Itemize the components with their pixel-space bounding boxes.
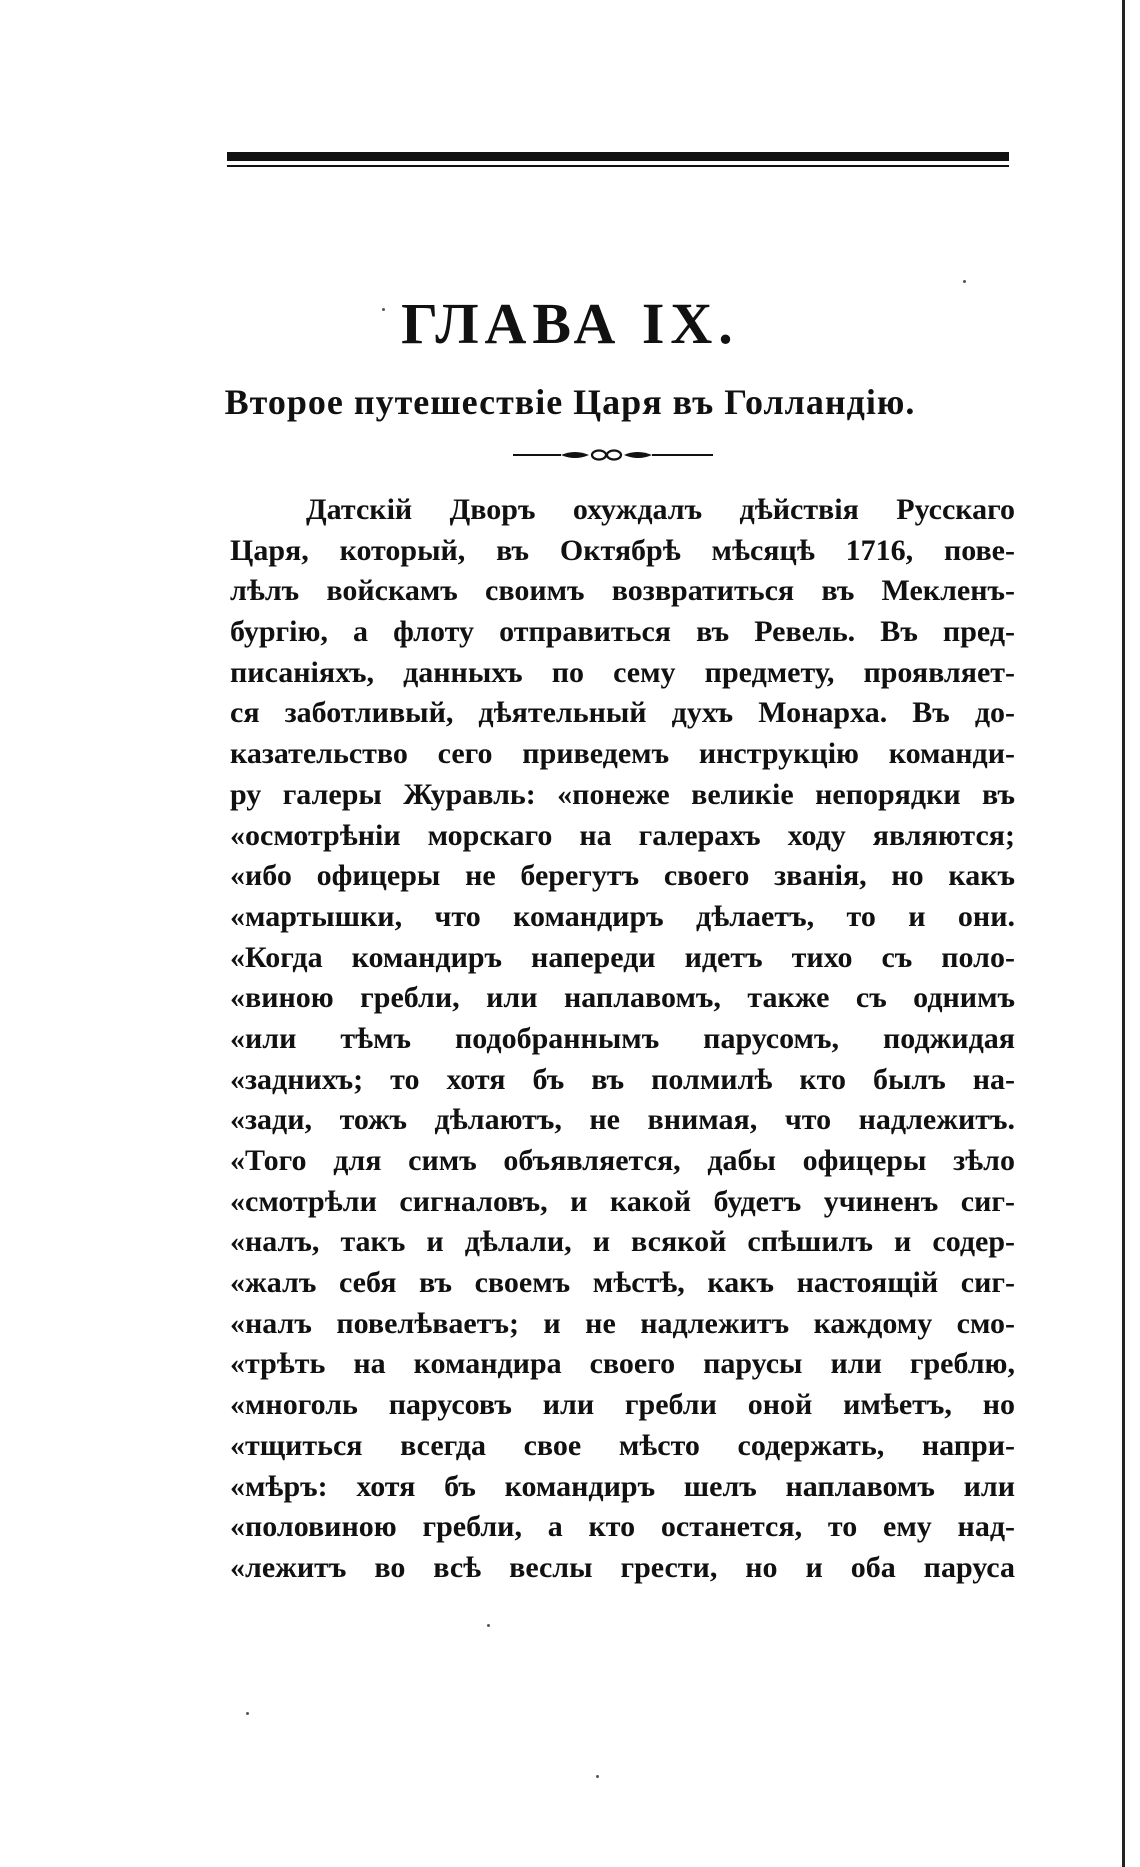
body-line: «зади, тожъ дѣлаютъ, не внимая, что надлежитъ. xyxy=(230,1103,1015,1137)
page-edge-line xyxy=(1122,0,1125,1867)
body-line: писаніяхъ, данныхъ по сему предмету, проявляет- xyxy=(230,655,1015,689)
header-rule xyxy=(227,152,1009,167)
body-line: казательство сего приведемъ инструкцію команди- xyxy=(230,737,1015,771)
scan-speck xyxy=(246,1712,249,1715)
scan-speck xyxy=(596,1775,599,1778)
scan-speck xyxy=(382,308,385,311)
header-rule-thin xyxy=(227,165,1009,167)
body-line: «многоль парусовъ или гребли оной имѣетъ, но xyxy=(230,1388,1015,1422)
body-line: ся заботливый, дѣятельный духъ Монарха. Въ до- xyxy=(230,696,1015,730)
body-line: «тщиться всегда свое мѣсто содержать, напри- xyxy=(230,1428,1015,1462)
body-line: «трѣть на командира своего парусы или греблю, xyxy=(230,1347,1015,1381)
scan-speck xyxy=(963,280,966,283)
body-line: лѣлъ войскамъ своимъ возвратиться въ Мекленъ- xyxy=(230,574,1015,608)
body-line: ру галеры Журавль: «понеже великіе непорядки въ xyxy=(230,777,1015,811)
body-line: «жалъ себя въ своемъ мѣстѣ, какъ настоящій сиг- xyxy=(230,1266,1015,1300)
body-line: Датскій Дворъ охуждалъ дѣйствія Русскаго xyxy=(306,493,1015,526)
body-text xyxy=(230,490,1015,1589)
body-line: «мартышки, что командиръ дѣлаетъ, то и они. xyxy=(230,899,1015,933)
body-line: «Того для симъ объявляется, дабы офицеры зѣло xyxy=(230,1144,1015,1177)
body-line: «мѣръ: хотя бъ командиръ шелъ наплавомъ или xyxy=(230,1469,1015,1503)
body-line: «заднихъ; то хотя бъ въ полмилѣ кто былъ на- xyxy=(230,1062,1015,1096)
body-line: «осмотрѣніи морскаго на галерахъ ходу являются; xyxy=(230,818,1015,852)
ornament-divider xyxy=(513,444,713,466)
body-line: «лежитъ во всѣ веслы грести, но и оба паруса xyxy=(230,1550,1015,1584)
body-line: «виною гребли, или наплавомъ, также съ однимъ xyxy=(230,981,1015,1015)
body-line: «налъ, такъ и дѣлали, и всякой спѣшилъ и содер- xyxy=(230,1225,1015,1259)
body-line: «ибо офицеры не берегутъ своего званія, но какъ xyxy=(230,859,1015,893)
body-line: «половиною гребли, а кто останется, то ему над- xyxy=(230,1510,1015,1544)
body-line: «смотрѣли сигналовъ, и какой будетъ учиненъ сиг- xyxy=(230,1184,1015,1218)
body-line: «или тѣмъ подобраннымъ парусомъ, поджидая xyxy=(230,1021,1015,1055)
body-line: «Когда командиръ напереди идетъ тихо съ поло- xyxy=(230,940,1015,974)
body-line: Царя, который, въ Октябрѣ мѣсяцѣ 1716, пове- xyxy=(230,533,1015,567)
body-line: бургію, а флоту отправиться въ Ревель. Въ пред- xyxy=(230,615,1015,649)
chapter-subtitle: Второе путешествіе Царя въ Голландію. xyxy=(224,382,916,422)
body-line: «налъ повелѣваетъ; и не надлежитъ каждому смо- xyxy=(230,1306,1015,1340)
header-rule-thick xyxy=(227,152,1009,161)
chapter-title: ГЛАВА IX. xyxy=(401,291,739,356)
scan-speck xyxy=(487,1624,490,1627)
